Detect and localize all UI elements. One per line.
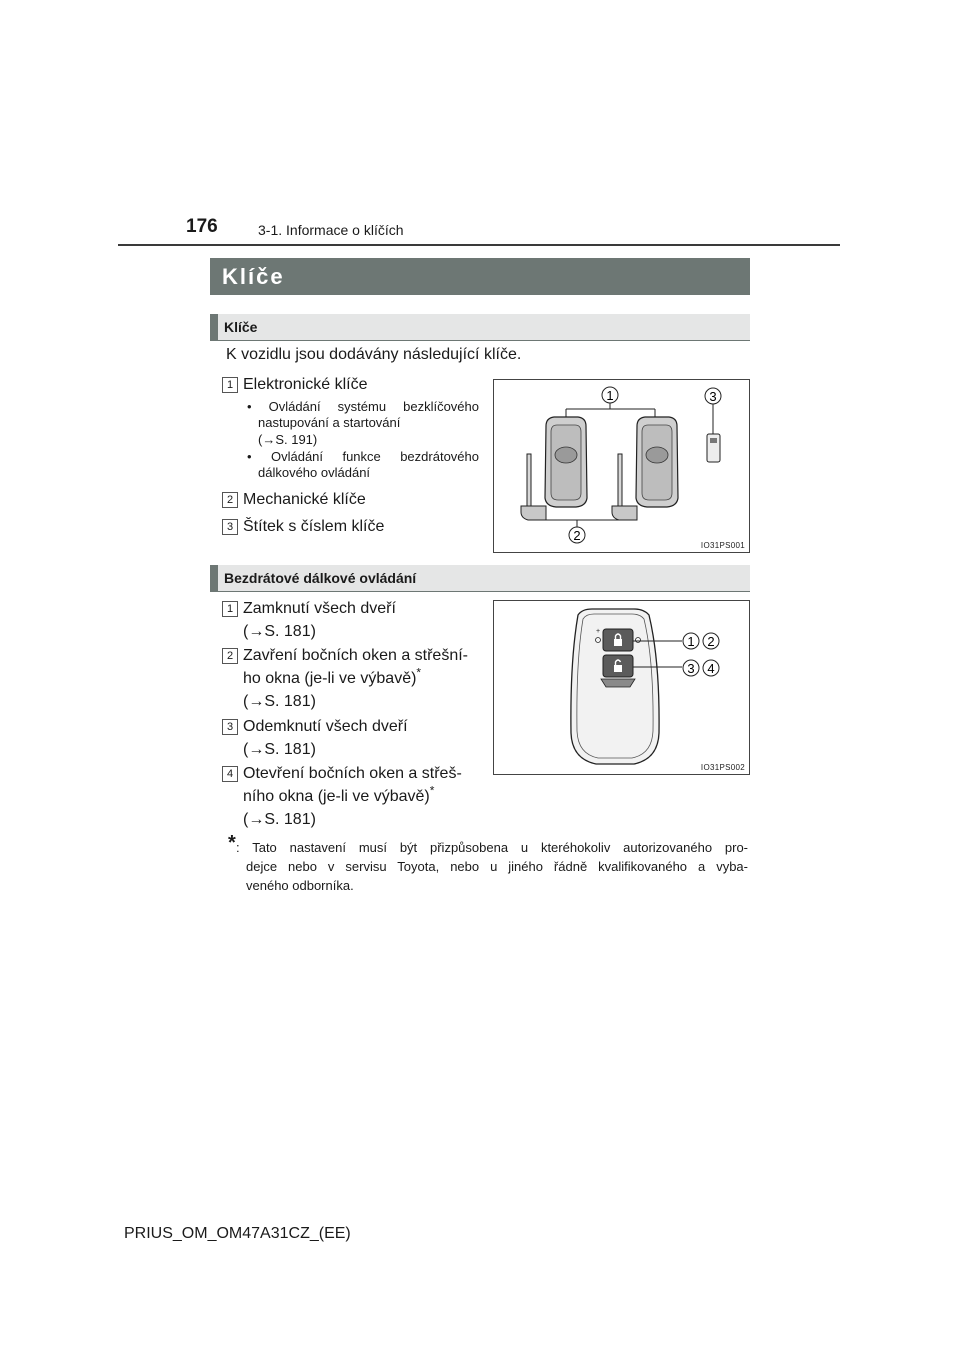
section-heading-keys: Klíče [210,314,750,341]
remote-fob-icon [571,609,659,764]
svg-text:+: + [595,628,601,635]
section-heading-remote: Bezdrátové dálkové ovládání [210,565,750,592]
callout-4: 4 [707,661,715,676]
remote-figure [493,600,750,775]
item-number: 1 [222,377,238,393]
bullet-line: dálkového ovládání [258,465,371,480]
bullet-line: • Ovládání systému bezklíčového [247,399,479,414]
item-open-windows: Otevření bočních oken a střeš- [243,765,462,782]
item-close-windows-cont: ho okna (je-li ve výbavě)* [243,665,422,687]
bullet-line: • Ovládání funkce bezdrátového [247,449,479,464]
page-number: 176 [186,216,218,237]
item-label-key-number-plate: Štítek s číslem klíče [243,518,385,535]
item-page-ref: (→S. 181) [243,811,316,828]
item-label-mechanical-keys: Mechanické klíče [243,491,366,508]
keys-illustration [494,380,749,552]
item-number: 2 [222,492,238,508]
asterisk-marker: * [429,783,435,798]
item-number: 2 [222,648,238,664]
bullet-line: nastupování a startování [258,415,401,430]
footnote-line: dejce nebo v servisu Toyota, nebo u jiného řádně kvalifikovaného a vyba- [246,859,748,874]
callout-3: 3 [687,661,695,676]
intro-text: K vozidlu jsou dodávány následující klíče. [226,346,522,363]
key-fob-right-icon [636,417,678,507]
item-number: 1 [222,601,238,617]
callout-2: 2 [573,528,581,543]
item-number: 3 [222,719,238,735]
item-lock-all-doors: Zamknutí všech dveří [243,600,396,617]
callout-3: 3 [709,389,717,404]
figure-code: IO31PS002 [700,763,745,772]
callout-2: 2 [707,634,715,649]
key-number-plate-icon [707,404,720,462]
page-title: Klíče [210,258,750,295]
item-unlock-all-doors: Odemknutí všech dveří [243,718,408,735]
item-page-ref: (→S. 181) [243,741,316,758]
figure-code: IO31PS001 [700,541,745,550]
footnote-line: veného odborníka. [246,878,354,893]
item-close-windows: Zavření bočních oken a střešní- [243,647,468,664]
item-page-ref: (→S. 181) [243,623,316,640]
mechanical-key-left-icon [521,454,546,520]
callout-1: 1 [687,634,695,649]
item-number: 3 [222,519,238,535]
item-open-windows-cont: ního okna (je-li ve výbavě)* [243,783,435,805]
footnote-line: : Tato nastavení musí být přizpůsobena u kteréhokoliv autorizovaného pro- [236,840,748,855]
remote-illustration [494,601,749,774]
item-number: 4 [222,766,238,782]
header-rule [118,244,840,246]
footnote-marker: * [228,832,236,854]
key-fob-left-icon [545,417,587,507]
callout-1: 1 [606,388,614,403]
keys-figure [493,379,750,553]
mechanical-key-right-icon [612,454,637,520]
item-label-electronic-keys: Elektronické klíče [243,376,368,393]
document-code-footer: PRIUS_OM_OM47A31CZ_(EE) [124,1225,351,1242]
item-page-ref: (→S. 181) [243,693,316,710]
bullet-line: (→S. 191) [258,432,318,447]
chapter-label: 3-1. Informace o klíčích [258,222,404,238]
asterisk-marker: * [416,665,422,680]
